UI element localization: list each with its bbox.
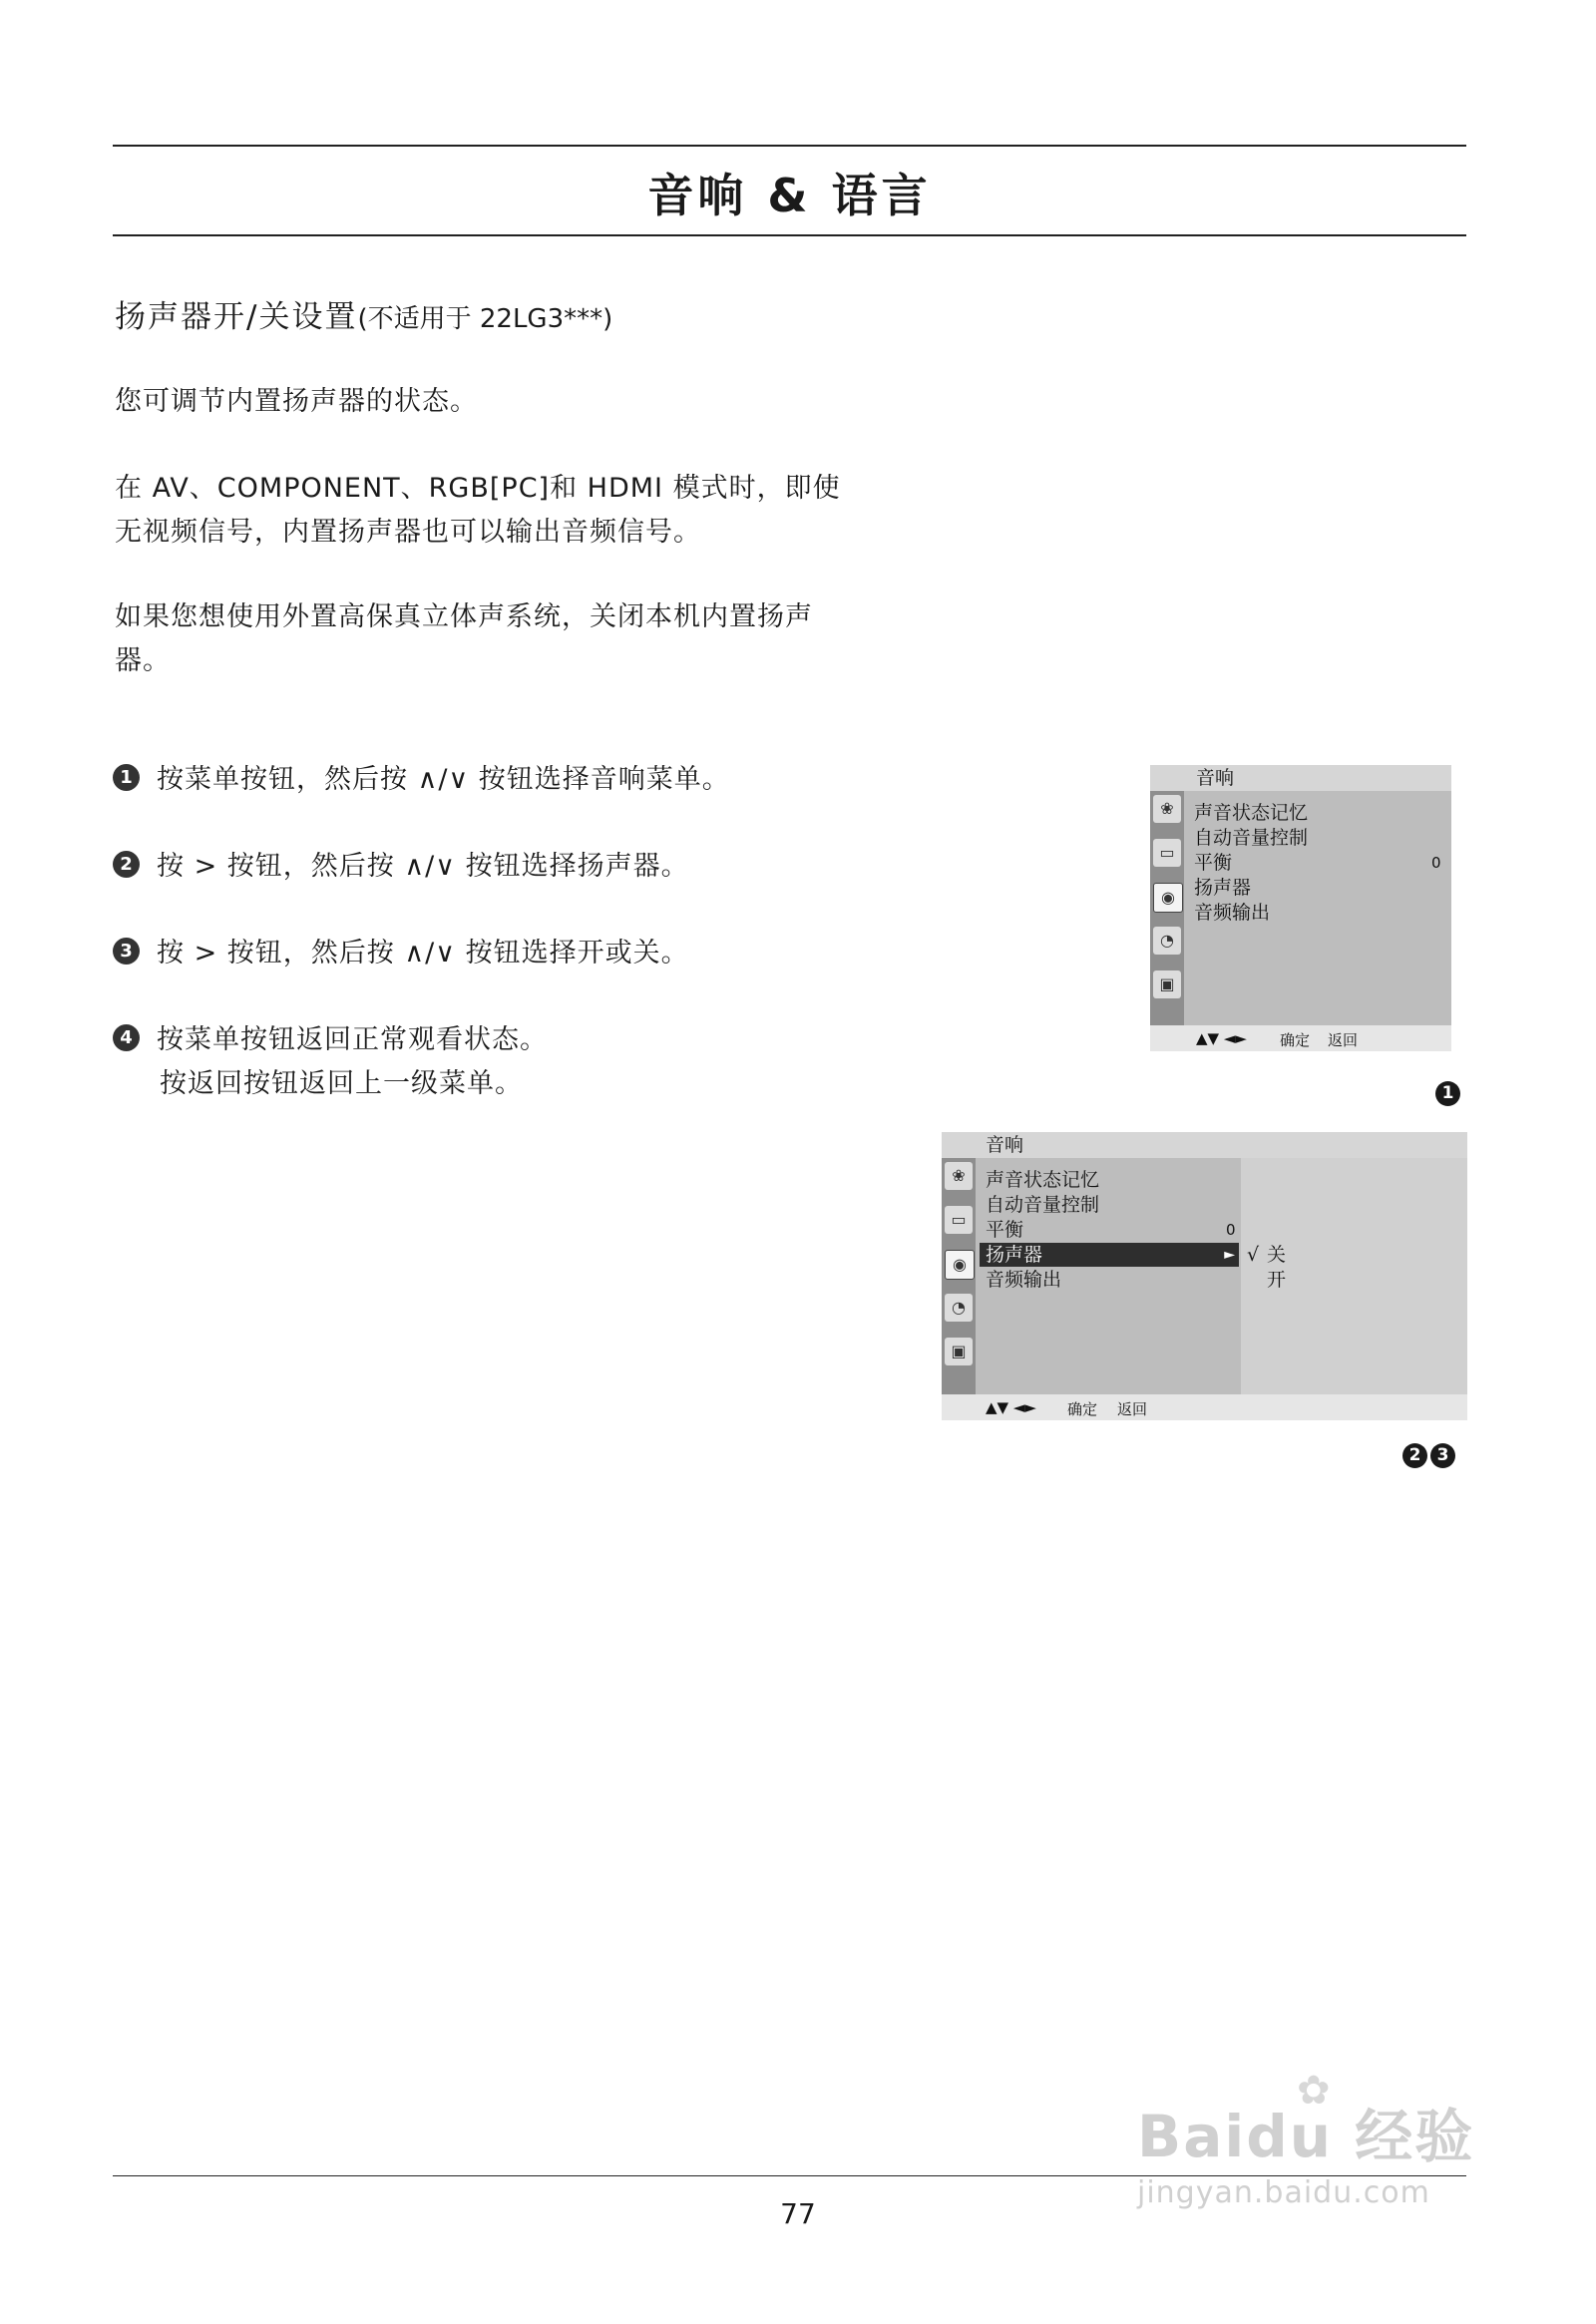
menu-item-balance[interactable]: 平衡 — [1194, 852, 1233, 874]
menu-title: 音响 — [986, 1134, 1024, 1156]
screen-icon[interactable]: ▭ — [945, 1206, 973, 1234]
step-subtext: 按返回按钮返回上一级菜单。 — [160, 1068, 523, 1099]
audio-menu-screenshot — [1150, 765, 1451, 1051]
back-hint: 返回 — [1117, 1400, 1148, 1418]
option-on[interactable] — [1267, 1268, 1286, 1292]
speaker-options-panel — [1241, 1158, 1467, 1394]
badge-number: 3 — [1430, 1443, 1455, 1468]
step-text: 按 > 按钮，然后按 ∧/∨ 按钮选择扬声器。 — [157, 851, 689, 882]
page-title: 音响 & 语言 — [647, 169, 932, 222]
check-icon: √ — [1247, 1244, 1260, 1266]
menu-title-bar — [1150, 765, 1451, 791]
figure-1-badge — [1432, 1081, 1460, 1106]
submenu-arrow-icon: ► — [1224, 1247, 1235, 1263]
menu-footer — [942, 1394, 1467, 1420]
back-hint: 返回 — [1328, 1031, 1359, 1049]
audio-icon[interactable]: ◉ — [945, 1250, 975, 1280]
step-number: 3 — [113, 938, 140, 965]
menu-item-label: 扬声器 — [986, 1244, 1043, 1266]
time-icon[interactable]: ◔ — [945, 1294, 973, 1322]
time-icon[interactable]: ◔ — [1153, 927, 1181, 955]
speaker-menu-screenshot — [942, 1132, 1467, 1420]
intro-paragraph: 您可调节内置扬声器的状态。 — [115, 386, 478, 417]
badge-number: 1 — [1435, 1081, 1460, 1106]
section-heading-text: 扬声器开/关设置 — [115, 299, 358, 335]
option-label: 关 — [1267, 1244, 1287, 1266]
menu-item-speaker[interactable]: 扬声器 — [1194, 877, 1252, 899]
option-icon[interactable]: ▣ — [1153, 970, 1181, 998]
option-off[interactable] — [1247, 1243, 1286, 1267]
external-hifi-paragraph: 如果您想使用外置高保真立体声系统，关闭本机内置扬声器。 — [115, 601, 813, 676]
menu-title-bar — [942, 1132, 1467, 1158]
nav-arrows-hint: ▲▼ ◄► — [986, 1398, 1036, 1416]
nav-arrows-hint: ▲▼ ◄► — [1196, 1029, 1247, 1047]
page-number: 77 — [780, 2197, 816, 2230]
watermark-url: jingyan.baidu.com — [1137, 2175, 1430, 2210]
audio-icon[interactable]: ◉ — [1153, 883, 1183, 913]
balance-value: 0 — [1226, 1221, 1236, 1239]
step-text: 按菜单按钮返回正常观看状态。 — [157, 1024, 548, 1055]
confirm-hint: 确定 — [1067, 1400, 1098, 1418]
menu-title: 音响 — [1196, 767, 1235, 789]
step-number: 2 — [113, 851, 140, 878]
top-rule — [113, 145, 1466, 147]
menu-item-audio-out[interactable]: 音频输出 — [1194, 902, 1271, 924]
menu-item-audio-out[interactable]: 音频输出 — [986, 1269, 1062, 1291]
screen-icon[interactable]: ▭ — [1153, 839, 1181, 867]
option-icon[interactable]: ▣ — [945, 1338, 973, 1365]
step-text: 按 > 按钮，然后按 ∧/∨ 按钮选择开或关。 — [157, 938, 689, 968]
section-heading — [115, 291, 612, 336]
step-3 — [113, 932, 689, 975]
badge-number: 2 — [1402, 1443, 1427, 1468]
menu-item-sound-memory[interactable]: 声音状态记忆 — [1194, 802, 1309, 824]
signal-paragraph: 在 AV、COMPONENT、RGB[PC]和 HDMI 模式时，即使无视频信号，内置扬声器也可以输出音频信号。 — [115, 473, 841, 548]
figure-2-3-badges — [1399, 1443, 1455, 1468]
menu-item-speaker-selected[interactable] — [980, 1243, 1239, 1267]
menu-item-balance[interactable]: 平衡 — [986, 1219, 1024, 1241]
menu-footer — [1150, 1025, 1451, 1051]
baidu-watermark — [1137, 2068, 1475, 2210]
menu-icon-column — [1150, 791, 1184, 1025]
step-text: 按菜单按钮，然后按 ∧/∨ 按钮选择音响菜单。 — [157, 764, 730, 795]
option-label: 开 — [1267, 1269, 1287, 1291]
balance-value: 0 — [1431, 854, 1441, 872]
menu-item-auto-volume[interactable]: 自动音量控制 — [986, 1194, 1100, 1216]
picture-wizard-icon[interactable]: ❀ — [1153, 795, 1181, 823]
step-number: 1 — [113, 764, 140, 791]
step-4 — [113, 1018, 548, 1106]
watermark-brand: Baidu 经验 — [1137, 2103, 1475, 2170]
menu-item-auto-volume[interactable]: 自动音量控制 — [1194, 827, 1309, 849]
step-1 — [113, 758, 730, 802]
menu-icon-column — [942, 1158, 976, 1394]
paw-logo-icon: ✿ — [1297, 2068, 1331, 2114]
confirm-hint: 确定 — [1280, 1031, 1311, 1049]
step-2 — [113, 845, 689, 889]
section-heading-note: (不适用于 22LG3***) — [357, 304, 613, 334]
step-number: 4 — [113, 1024, 140, 1051]
title-rule — [113, 234, 1466, 236]
picture-wizard-icon[interactable]: ❀ — [945, 1162, 973, 1190]
menu-item-sound-memory[interactable]: 声音状态记忆 — [986, 1169, 1100, 1191]
